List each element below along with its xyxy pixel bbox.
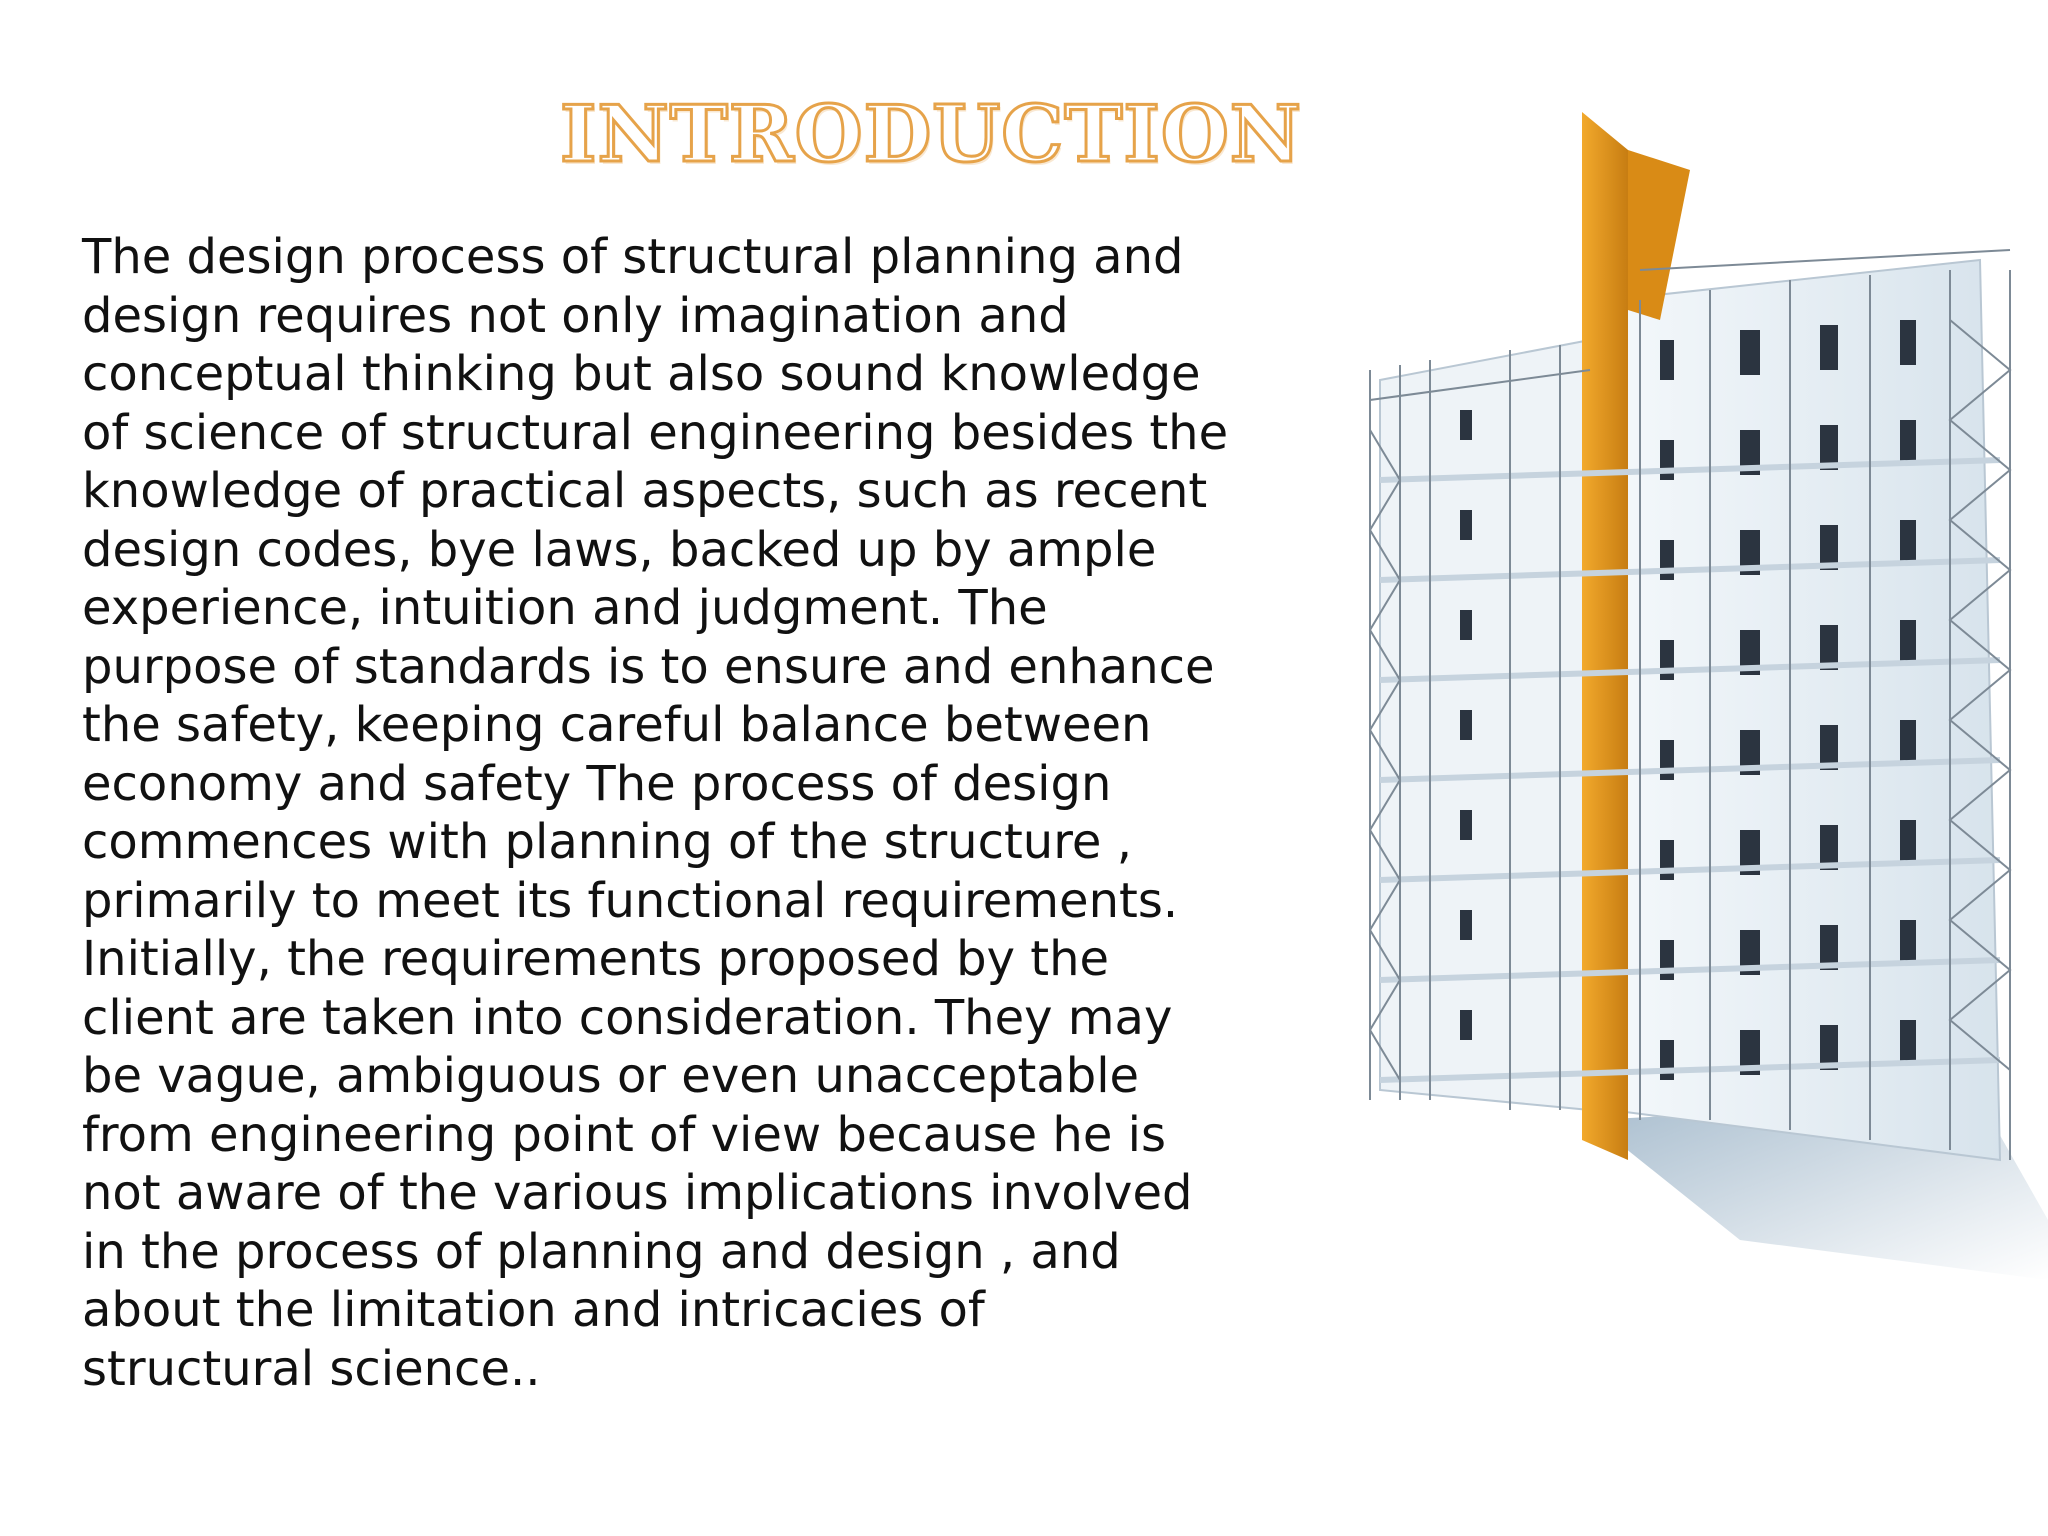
intro-paragraph: The design process of structural planning and design requires not only imagination and conceptual thinking but also sound knowledge of science of structural engineering besides the knowledge of practical aspects, such as recent design codes, bye laws, backed up by ample experience, intuition and judgment. The purpose of standards is to ensure and enhance the safety, keeping careful balance between economy and safety The process of design commences with planning of the structure , primarily to meet its functional requirements. Initially, the requirements proposed by the client are taken into consideration. They may be vague, ambiguous or even unacceptable from engineering point of view because he is not aware of the various implications involved in the process of planning and design , and about the limitation and intricacies of structural science.. [82, 229, 1229, 1397]
building-under-construction-illustration [1360, 100, 2048, 1280]
left-wing-face [1380, 340, 1590, 1110]
orange-panel [1582, 112, 1628, 1160]
slide-title: INTRODUCTION [560, 89, 1303, 180]
right-block-face [1610, 260, 2000, 1160]
